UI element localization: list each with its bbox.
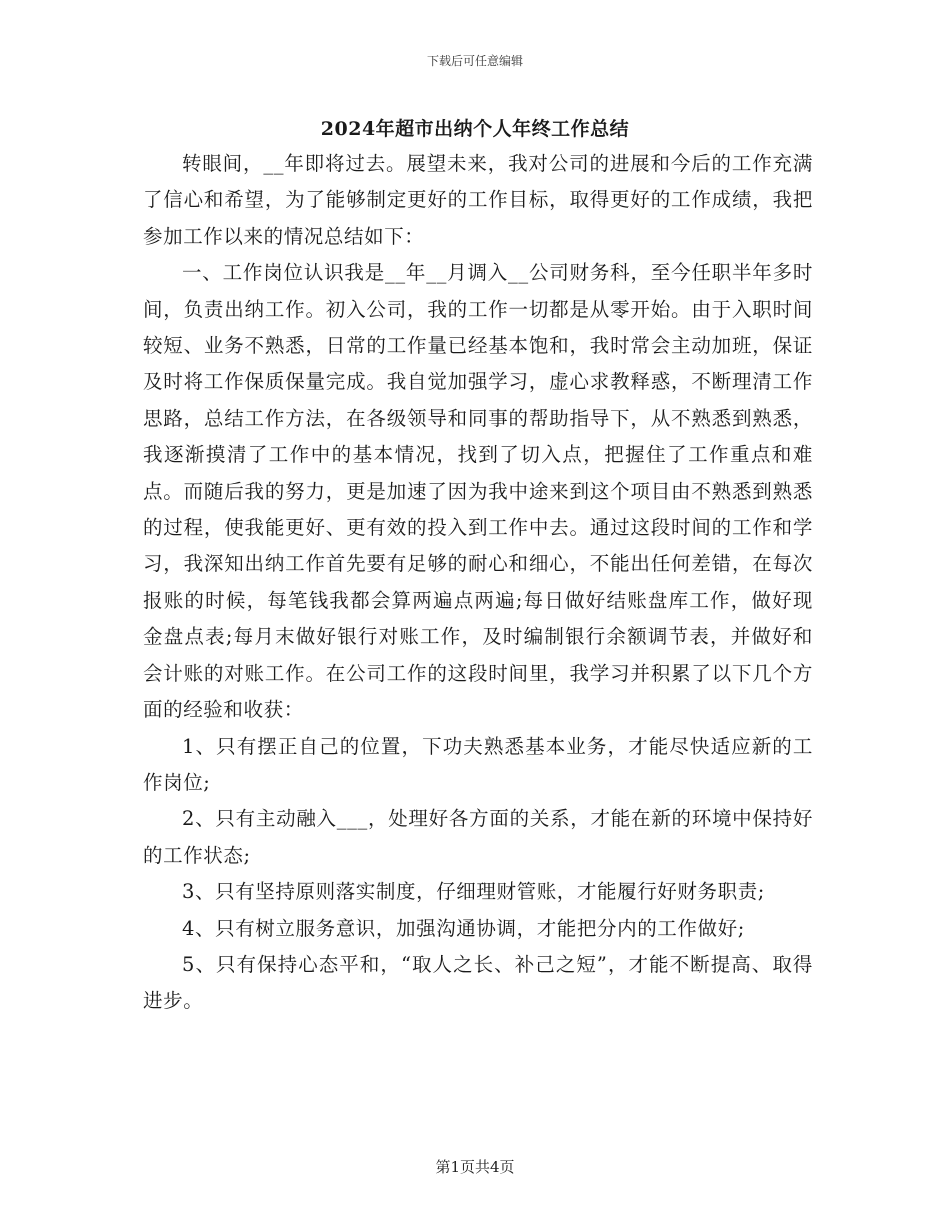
page-number: 第1页共4页 [435, 1158, 515, 1176]
paragraph-job-understanding: 一、工作岗位认识我是__年__月调入__公司财务科，至今任职半年多时间，负责出纳工作。初入公司，我的工作一切都是从零开始。由于入职时间较短、业务不熟悉，日常的工作量已经基本饱和，我时常会主动加班，保证及时将工作保质保量完成。我自觉加强学习，虚心求教释惑，不断理清工作思路，总结工作方法，在各级领导和同事的帮助指导下，从不熟悉到熟悉，我逐渐摸清了工作中的基本情况，找到了切入点，把握住了工作重点和难点。而随后我的努力，更是加速了因为我中途来到这个项目由不熟悉到熟悉的过程，使我能更好、更有效的投入到工作中去。通过这段时间的工作和学习，我深知出纳工作首先要有足够的耐心和细心，不能出任何差错，在每次报账的时候，每笔钱我都会算两遍点两遍;每日做好结账盘库工作，做好现金盘点表;每月末做好银行对账工作，及时编制银行余额调节表，并做好和会计账的对账工作。在公司工作的这段时间里，我学习并积累了以下几个方面的经验和收获： [143, 261, 813, 722]
paragraph-intro: 转眼间，__年即将过去。展望未来，我对公司的进展和今后的工作充满了信心和希望，为了能够制定更好的工作目标，取得更好的工作成绩，我把参加工作以来的情况总结如下： [143, 152, 813, 248]
paragraph-point-1: 1、只有摆正自己的位置，下功夫熟悉基本业务，才能尽快适应新的工作岗位; [143, 734, 813, 794]
header-note: 下载后可任意编辑 [426, 54, 523, 68]
document-title: 2024年超市出纳个人年终工作总结 [320, 118, 630, 140]
paragraph-point-2: 2、只有主动融入___，处理好各方面的关系，才能在新的环境中保持好的工作状态; [143, 807, 813, 867]
paragraph-point-5: 5、只有保持心态平和，“取人之长、补己之短”，才能不断提高、取得进步。 [143, 952, 813, 1013]
document-body [143, 146, 813, 1020]
paragraph-point-4: 4、只有树立服务意识，加强沟通协调，才能把分内的工作做好; [182, 916, 745, 940]
paragraph-point-3: 3、只有坚持原则落实制度，仔细理财管账，才能履行好财务职责; [182, 880, 765, 904]
